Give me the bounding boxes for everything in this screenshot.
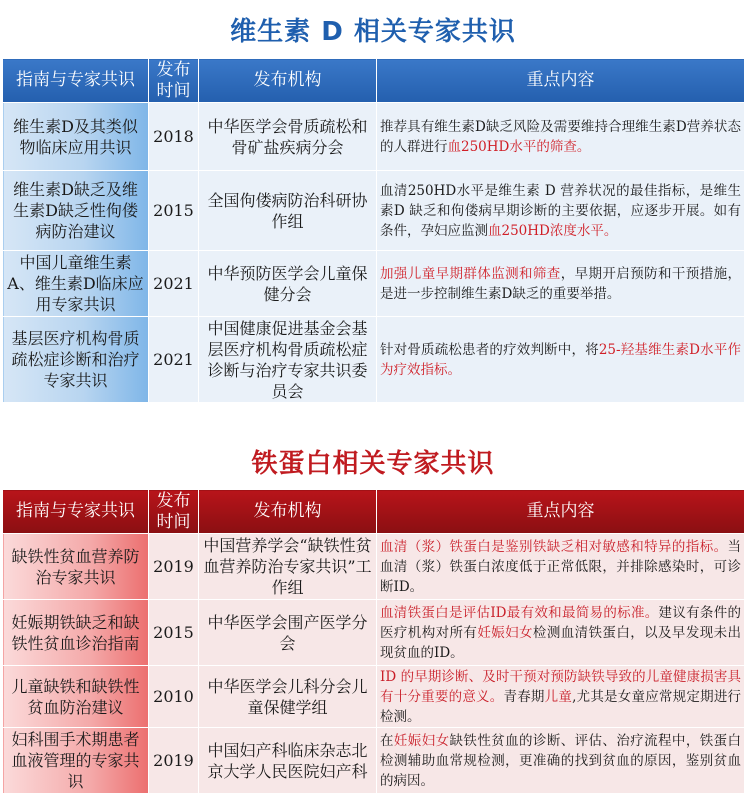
content-highlight: 血清（浆）铁蛋白是鉴别铁缺乏相对敏感和特异的指标。 xyxy=(380,538,728,555)
publisher-org: 全国佝偻病防治科研协作组 xyxy=(199,171,377,251)
table-row xyxy=(3,534,745,600)
key-content xyxy=(377,534,745,600)
table-row xyxy=(3,728,745,794)
table-row xyxy=(3,666,745,728)
table-row xyxy=(3,317,745,403)
key-content xyxy=(377,103,745,171)
table-row xyxy=(3,600,745,666)
content-text: 缺铁性贫血的诊断、评估、治疗流程中，铁蛋白检测辅助血常规检测，更准确的找到贫血的原因，鉴别贫血的病因。 xyxy=(380,732,742,789)
guideline-name: 中国儿童维生素A、维生素D临床应用专家共识 xyxy=(3,251,149,317)
content-text: 检测血清铁蛋白，以及早发现未出现贫血的ID。 xyxy=(380,624,742,661)
header-year: 发布时间 xyxy=(149,490,199,534)
header-org: 发布机构 xyxy=(199,490,377,534)
publisher-org: 中华医学会儿科分会儿童保健学组 xyxy=(199,666,377,728)
content-highlight: 25-羟基维生素D水平作为疗效指标。 xyxy=(380,341,741,378)
publisher-org: 中国营养学会“缺铁性贫血营养防治专家共识”工作组 xyxy=(199,534,377,600)
guideline-name: 维生素D缺乏及维生素D缺乏性佝偻病防治建议 xyxy=(3,171,149,251)
content-text: 当血清（浆）铁蛋白浓度低于正常低限，并排除感染时，可诊断ID。 xyxy=(380,538,741,595)
guideline-name: 妇科围手术期患者血液管理的专家共识 xyxy=(3,728,149,794)
table-row xyxy=(3,171,745,251)
content-highlight: 血250HD浓度水平。 xyxy=(488,222,618,239)
key-content xyxy=(377,251,745,317)
guideline-name: 妊娠期铁缺乏和缺铁性贫血诊治指南 xyxy=(3,600,149,666)
publisher-org: 中华医学会围产医学分会 xyxy=(199,600,377,666)
vitd-section-title: 维生素 D 相关专家共识 xyxy=(230,17,516,47)
guideline-name: 缺铁性贫血营养防治专家共识 xyxy=(3,534,149,600)
content-text: ，早期开启预防和干预措施，是进一步控制维生素D缺乏的重要举措。 xyxy=(380,265,742,302)
vitd-header-row xyxy=(3,59,745,103)
key-content xyxy=(377,600,745,666)
publisher-org: 中华医学会骨质疏松和骨矿盐疾病分会 xyxy=(199,103,377,171)
publisher-org: 中国妇产科临床杂志北京大学人民医院妇产科 xyxy=(199,728,377,794)
header-year: 发布时间 xyxy=(149,59,199,103)
content-highlight: 妊娠妇女 xyxy=(393,732,450,749)
ferritin-header-row xyxy=(3,490,745,534)
content-text: 血清250HD水平是维生素 D 营养状况的最佳指标，是维生素D 缺乏和佝偻病早期诊断的主要依据，应逐步开展。如有条件，孕妇应监测 xyxy=(380,182,741,239)
content-highlight: 妊娠妇女 xyxy=(477,624,533,641)
content-highlight: 儿童 xyxy=(544,688,573,705)
publish-year: 2010 xyxy=(149,666,199,728)
publisher-org: 中国健康促进基金会基层医疗机构骨质疏松症诊断与治疗专家共识委员会 xyxy=(199,317,377,403)
content-highlight: 血250HD水平的筛查。 xyxy=(447,138,591,155)
publish-year: 2015 xyxy=(149,600,199,666)
publish-year: 2019 xyxy=(149,728,199,794)
ferritin-section-title: 铁蛋白相关专家共识 xyxy=(251,449,495,479)
content-text: 针对骨质疏松患者的疗效判断中，将 xyxy=(380,341,599,358)
publish-year: 2021 xyxy=(149,317,199,403)
header-guideline: 指南与专家共识 xyxy=(3,59,149,103)
guideline-name: 儿童缺铁和缺铁性贫血防治建议 xyxy=(3,666,149,728)
content-text: 建议有条件的医疗机构对所有 xyxy=(380,604,741,641)
vitd-consensus-table xyxy=(2,58,745,403)
publish-year: 2018 xyxy=(149,103,199,171)
guideline-name: 基层医疗机构骨质疏松症诊断和治疗专家共识 xyxy=(3,317,149,403)
header-guideline: 指南与专家共识 xyxy=(3,490,149,534)
header-content: 重点内容 xyxy=(377,490,745,534)
content-highlight: ID 的早期诊断、及时干预对预防缺铁导致的儿童健康损害具有十分重要的意义。 xyxy=(380,668,741,705)
publish-year: 2021 xyxy=(149,251,199,317)
ferritin-consensus-table xyxy=(2,489,745,794)
table-row xyxy=(3,251,745,317)
content-text: ,尤其是女童应常规定期进行检测。 xyxy=(380,688,742,725)
publish-year: 2015 xyxy=(149,171,199,251)
table-row xyxy=(3,103,745,171)
guideline-name: 维生素D及其类似物临床应用共识 xyxy=(3,103,149,171)
publish-year: 2019 xyxy=(149,534,199,600)
publisher-org: 中华预防医学会儿童保健分会 xyxy=(199,251,377,317)
header-org: 发布机构 xyxy=(199,59,377,103)
key-content xyxy=(377,317,745,403)
key-content xyxy=(377,666,745,728)
key-content xyxy=(377,728,745,794)
content-text: 青春期 xyxy=(503,688,545,705)
content-text: 在 xyxy=(380,732,394,749)
content-text: 推荐具有维生素D缺乏风险及需要维持合理维生素D营养状态的人群进行 xyxy=(380,118,741,155)
key-content xyxy=(377,171,745,251)
header-content: 重点内容 xyxy=(377,59,745,103)
content-highlight: 血清铁蛋白是评估ID最有效和最简易的标准。 xyxy=(380,604,659,621)
content-highlight: 加强儿童早期群体监测和筛查 xyxy=(380,265,561,282)
